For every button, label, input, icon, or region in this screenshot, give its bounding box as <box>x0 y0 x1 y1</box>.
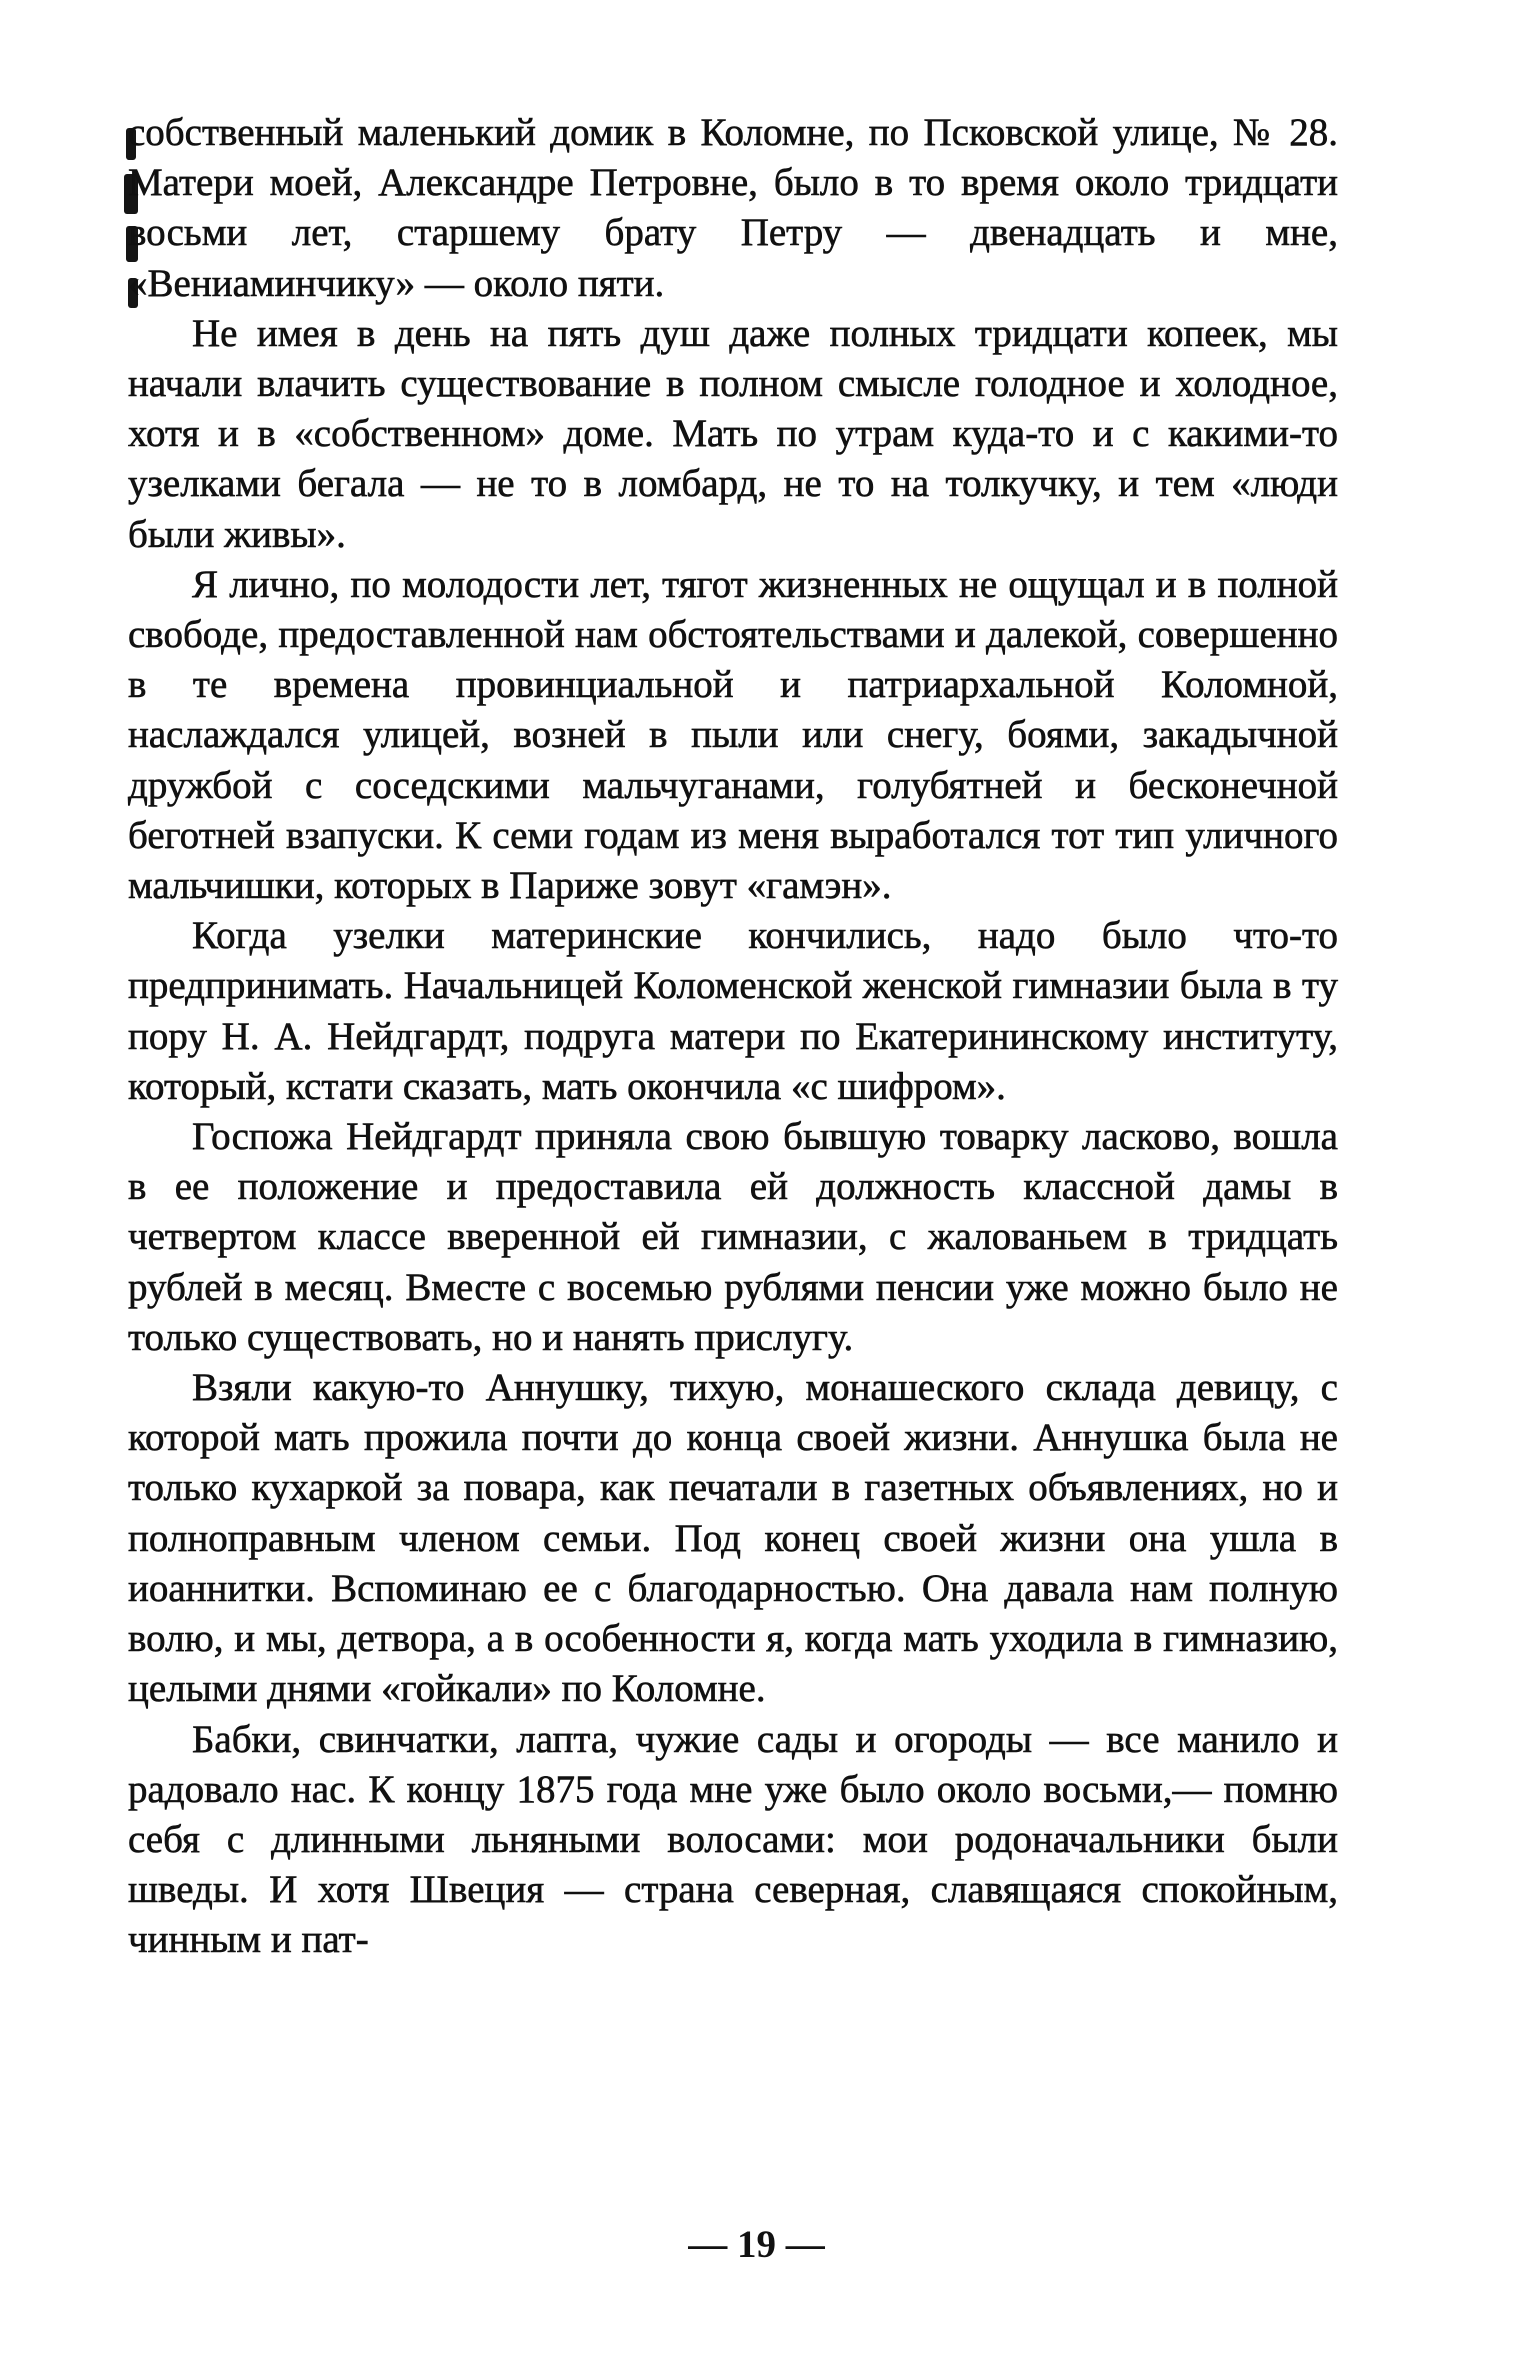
page-number: — 19 — <box>688 2223 825 2266</box>
paragraph: собственный маленький домик в Коломне, по Псковской улице, № 28. Матери моей, Александре Петровне, было в то время около тридцати восьми лет, старшему брату Петру — двенадцать и мне, «Вениаминчику» — около пяти. <box>128 111 1338 305</box>
paragraph: Не имея в день на пять душ даже полных тридцати копеек, мы начали влачить существование в полном смысле голодное и холодное, хотя и в «собственном» доме. Мать по утрам куда-то и с какими-то узелками бегала — не то в ломбард, не то на толкучку, и тем «люди были живы». <box>128 311 1338 556</box>
paragraph: Когда узелки материнские кончились, надо было что-то предпринимать. Начальницей Коломенской женской гимназии была в ту пору Н. А. Нейдгардт, подруга матери по Екатерининскому институту, который, кстати сказать, мать окончила «с шифром». <box>128 914 1338 1108</box>
paragraph: Я лично, по молодости лет, тягот жизненных не ощущал и в полной свободе, предоставленной нам обстоятельствами и далекой, совершенно в те времена провинциальной и патриархальной Коломной, наслаждался улицей, возней в пыли или снегу, боями, закадычной дружбой с соседскими мальчуганами, голубятней и бесконечной беготней взапуски. К семи годам из меня выработался тот тип уличного мальчишки, которых в Париже зовут «гамэн». <box>128 562 1338 908</box>
paragraph: Госпожа Нейдгардт приняла свою бывшую товарку ласково, вошла в ее положение и предоставила ей должность классной дамы в четвертом классе вверенной ей гимназии, с жалованьем в тридцать рублей в месяц. Вместе с восемью рублями пенсии уже можно было не только существовать, но и нанять прислугу. <box>128 1115 1338 1359</box>
body-text <box>128 108 1338 1966</box>
paragraph: Бабки, свинчатки, лапта, чужие сады и огороды — все манило и радовало нас. К концу 1875 года мне уже было около восьми,— помню себя с длинными льняными волосами: мои родоначальники были шведы. И хотя Швеция — страна северная, славящаяся спокойным, чинным и пат- <box>128 1717 1338 1962</box>
paragraph: Взяли какую-то Аннушку, тихую, монашеского склада девицу, с которой мать прожила почти до конца своей жизни. Аннушка была не только кухаркой за повара, как печатали в газетных объявлениях, но и полноправным членом семьи. Под конец своей жизни она ушла в иоаннитки. Вспоминаю ее с благодарностью. Она давала нам полную волю, и мы, детвора, а в особенности я, когда мать уходила в гимназию, целыми днями «гойкали» по Коломне. <box>128 1366 1338 1711</box>
